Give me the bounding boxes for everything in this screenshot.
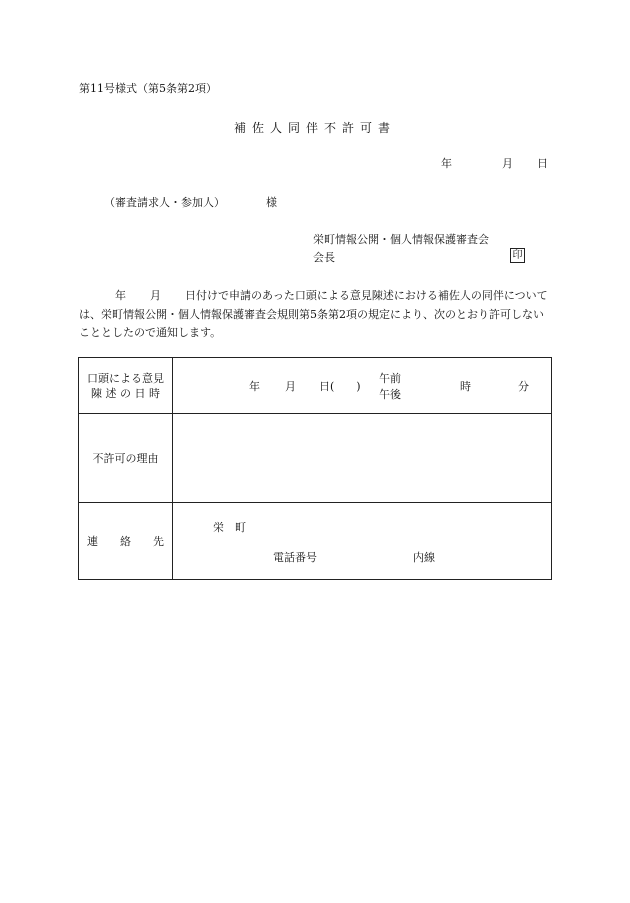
date-month: 月 — [502, 157, 513, 170]
hearing-datetime-value — [173, 358, 552, 414]
contact-phone: 電話番号 — [273, 551, 317, 564]
hearing-label-line1: 口頭による意見 — [87, 371, 164, 385]
seal-mark: 印 — [510, 248, 525, 263]
table-row — [79, 503, 552, 580]
hearing-minute: 分 — [518, 380, 529, 393]
hearing-day: 日( ) — [319, 380, 361, 393]
body-year: 年 — [115, 289, 126, 302]
hearing-hour: 時 — [460, 380, 471, 393]
addressee-honorific: 様 — [266, 196, 277, 209]
body-text: 日付けで申請のあった口頭による意見陳述における補佐人の同伴について は、栄町情報公開・個人情報保護審査会規則第5条第2項の規定により、次のとおり許可しないこととしたので通知します。 — [79, 289, 548, 339]
hearing-pm: 午後 — [379, 388, 401, 401]
hearing-am: 午前 — [379, 372, 401, 385]
sender-organization: 栄町情報公開・個人情報保護審査会 — [313, 233, 489, 246]
denial-reason-label: 不許可の理由 — [79, 414, 173, 503]
hearing-month: 月 — [285, 380, 296, 393]
hearing-year: 年 — [249, 380, 260, 393]
denial-reason-value — [173, 414, 552, 503]
hearing-datetime-label — [79, 358, 173, 414]
hearing-label-line2: 陳 述 の 日 時 — [91, 386, 160, 400]
details-table — [78, 357, 552, 580]
contact-label: 連 絡 先 — [79, 503, 173, 580]
date-year: 年 — [441, 157, 452, 170]
document-title: 補佐人同伴不許可書 — [233, 121, 396, 135]
date-line — [441, 155, 548, 171]
contact-extension: 内線 — [413, 551, 435, 564]
notice-body — [79, 287, 552, 343]
table-row — [79, 358, 552, 414]
addressee-label: （審査請求人・参加人） — [104, 196, 225, 209]
date-day: 日 — [537, 157, 548, 170]
body-month: 月 — [150, 289, 161, 302]
contact-value — [173, 503, 552, 580]
contact-town: 栄 町 — [213, 521, 246, 534]
table-row — [79, 414, 552, 503]
form-number: 第11号様式（第5条第2項） — [79, 82, 217, 95]
sender-position: 会長 — [313, 251, 335, 264]
